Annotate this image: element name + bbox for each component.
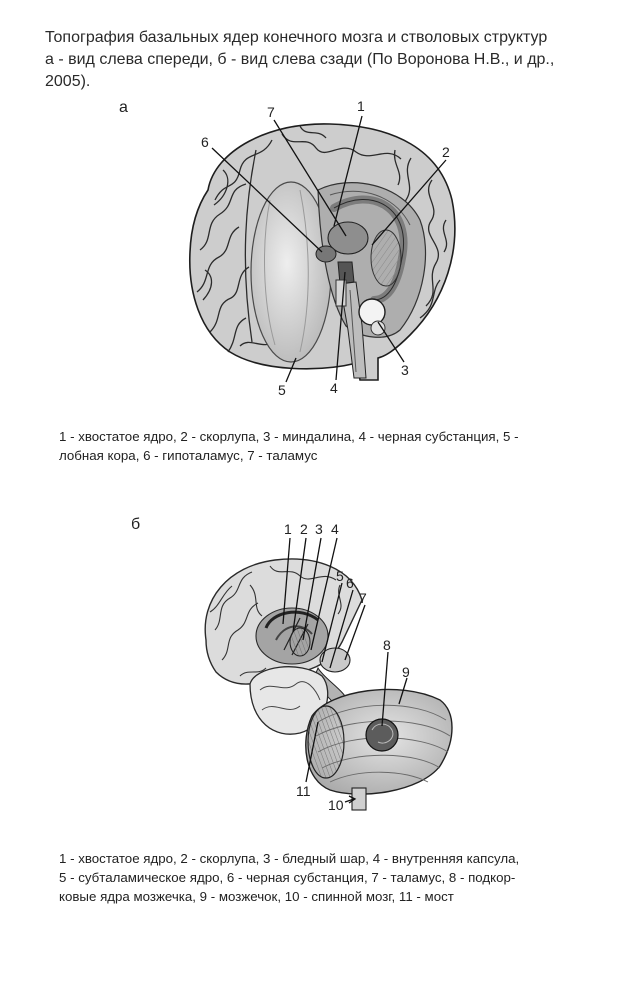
- label-b-1: 1: [284, 521, 292, 537]
- label-b-4: 4: [331, 521, 339, 537]
- caption-b-line-1: 1 - хвостатое ядро, 2 - скорлупа, 3 - бледный шар, 4 - внутренняя капсула,: [59, 851, 520, 866]
- title-line-1: Топография базальных ядер конечного мозга и стволовых структур: [45, 29, 548, 46]
- label-b-8: 8: [383, 637, 391, 653]
- figure-a: [119, 98, 455, 398]
- label-a-5: 5: [278, 382, 286, 398]
- label-b-6: 6: [346, 575, 354, 591]
- label-b-5: 5: [336, 568, 344, 584]
- label-a-6: 6: [201, 134, 209, 150]
- label-a-3: 3: [401, 362, 409, 378]
- amygdala-a: [359, 299, 385, 325]
- label-a-1: 1: [357, 98, 365, 114]
- putamen-a: [371, 230, 401, 286]
- figure-a-brain-drawing: [190, 124, 455, 380]
- figure-b-letter: б: [131, 516, 141, 533]
- label-b-7: 7: [359, 590, 367, 606]
- label-b-2: 2: [300, 521, 308, 537]
- label-a-4: 4: [330, 380, 338, 396]
- figure-a-letter: а: [119, 99, 128, 116]
- label-b-3: 3: [315, 521, 323, 537]
- label-b-9: 9: [402, 664, 410, 680]
- label-b-10: 10: [328, 797, 344, 813]
- figure-b: [131, 516, 452, 813]
- figure-b-brain-drawing: [205, 559, 452, 810]
- caption-b-line-2: 5 - субталамическое ядро, 6 - черная субстанция, 7 - таламус, 8 - подкор-: [59, 870, 516, 885]
- label-a-7: 7: [267, 104, 275, 120]
- title-line-3: 2005).: [45, 73, 91, 90]
- caption-b-line-3: ковые ядра мозжечка, 9 - мозжечок, 10 - спинной мозг, 11 - мост: [59, 889, 454, 904]
- label-b-11: 11: [296, 783, 311, 799]
- title-line-2: а - вид слева спереди, б - вид слева сзади (По Воронова Н.В., и др.,: [45, 51, 555, 68]
- caption-a-line-1: 1 - хвостатое ядро, 2 - скорлупа, 3 - миндалина, 4 - черная субстанция, 5 -: [59, 429, 519, 444]
- label-a-2: 2: [442, 144, 450, 160]
- caption-a-line-2: лобная кора, 6 - гипоталамус, 7 - таламус: [59, 448, 318, 463]
